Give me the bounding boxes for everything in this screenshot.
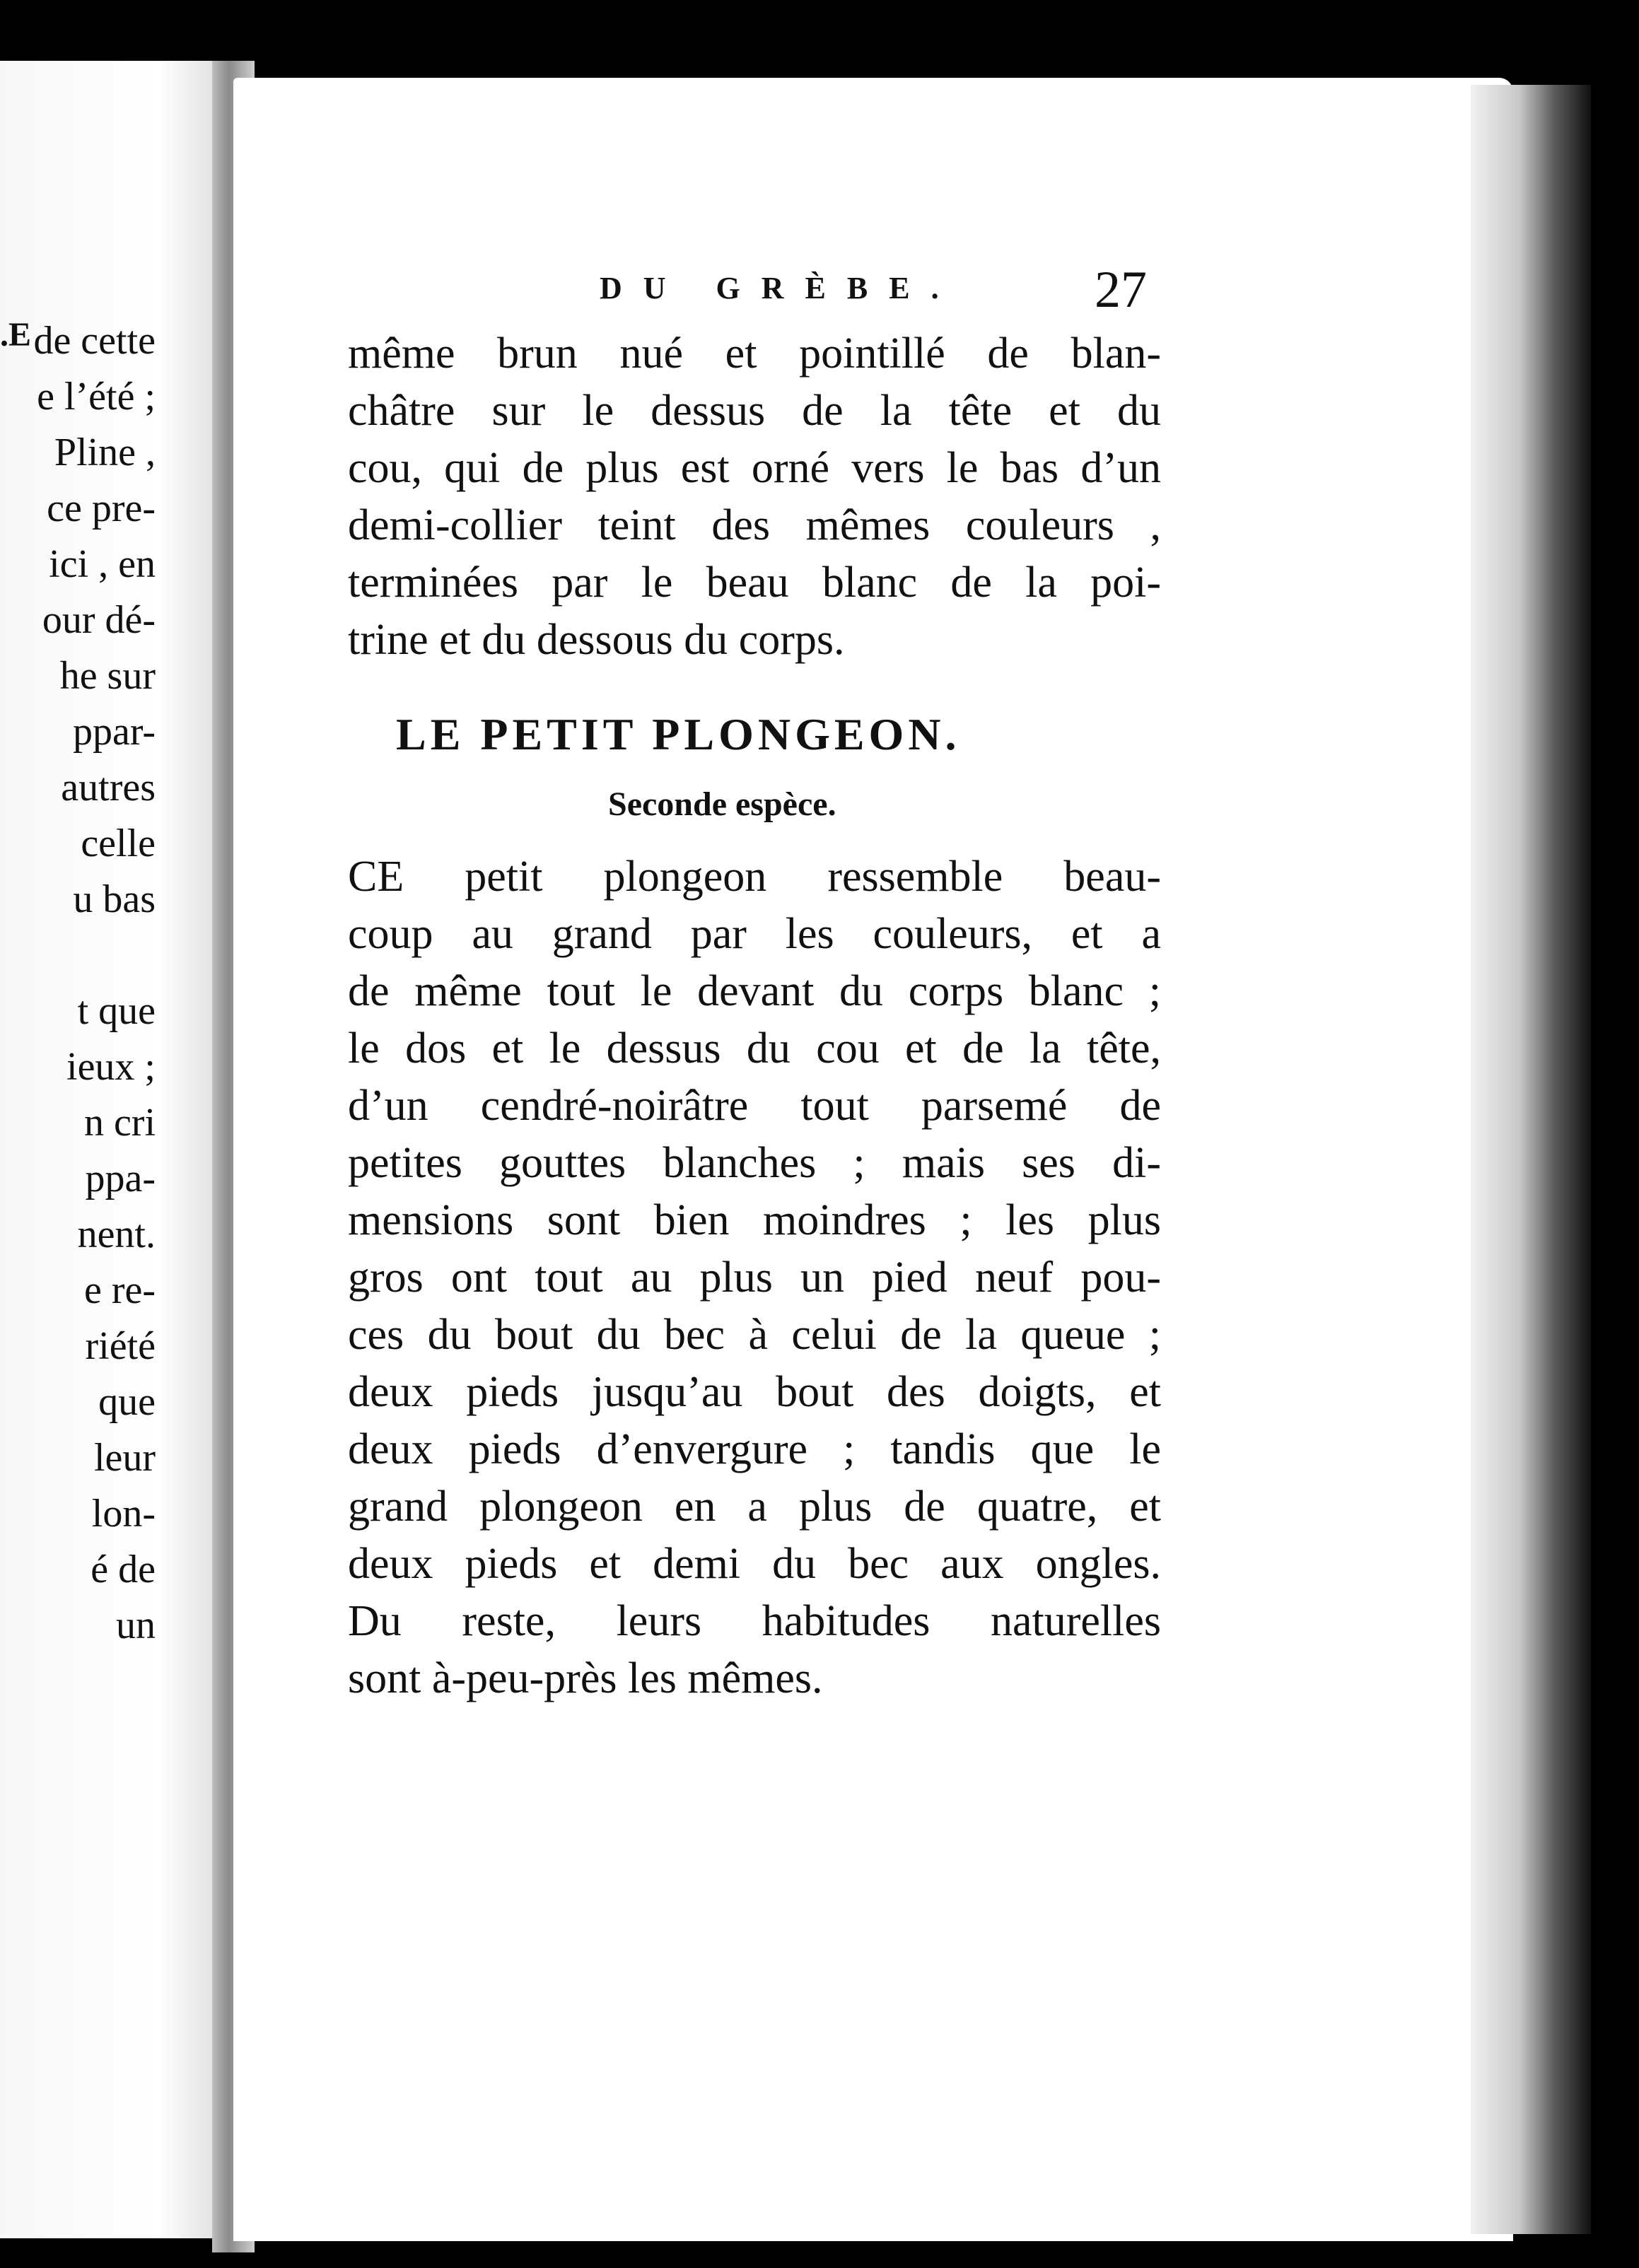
section-title: LE PETIT PLONGEON. (396, 709, 961, 759)
text-line: Du reste, leurs habitudes naturelles (348, 1597, 1161, 1645)
left-page-line: u bas (73, 877, 156, 921)
text-line: ces du bout du bec à celui de la queue ; (348, 1311, 1161, 1359)
left-page-line: t que (77, 989, 156, 1033)
left-page-line: n cri (83, 1101, 156, 1145)
text-line: sont à-peu-près les mêmes. (348, 1654, 823, 1702)
text-line: châtre sur le dessus de la tête et du (348, 387, 1161, 435)
page-edge-shadow (1471, 85, 1591, 2234)
text-line: coup au grand par les couleurs, et a (348, 910, 1161, 958)
text-line: deux pieds jusqu’au bout des doigts, et (348, 1368, 1161, 1416)
left-page-line: leur (93, 1436, 156, 1480)
left-page-line: he sur (59, 654, 156, 698)
text-line: grand plongeon en a plus de quatre, et (348, 1483, 1161, 1531)
left-page-line: que (98, 1380, 156, 1424)
left-page-line: riété (85, 1324, 156, 1368)
page-number: 27 (1095, 261, 1147, 319)
left-page (0, 61, 226, 2238)
text-line: terminées par le beau blanc de la poi- (348, 559, 1161, 607)
text-line: deux pieds et demi du bec aux ongles. (348, 1540, 1161, 1588)
left-page-line: ppar- (72, 710, 156, 754)
left-page-line: ce pre- (47, 486, 156, 530)
text-line: cou, qui de plus est orné vers le bas d’un (348, 444, 1161, 492)
left-page-line: lon- (91, 1492, 156, 1536)
left-page-line: ici , en (49, 542, 156, 586)
left-page-line: Pline , (54, 431, 156, 474)
paragraph-2 (348, 848, 1161, 1707)
left-page-line: nent. (77, 1212, 156, 1256)
text-line: de même tout le devant du corps blanc ; (348, 967, 1161, 1015)
text-line: même brun nué et pointillé de blan- (348, 329, 1161, 378)
text-line: gros ont tout au plus un pied neuf pou- (348, 1253, 1161, 1302)
text-line: deux pieds d’envergure ; tandis que le (348, 1425, 1161, 1473)
left-page-line: our dé- (42, 598, 156, 642)
left-page-line: celle (81, 822, 156, 865)
left-page-corner-text: .E (0, 316, 32, 353)
left-page-line: e l’été ; (37, 375, 156, 419)
text-line: petites gouttes blanches ; mais ses di- (348, 1139, 1161, 1187)
text-line: d’un cendré-noirâtre tout parsemé de (348, 1082, 1161, 1130)
text-line: mensions sont bien moindres ; les plus (348, 1196, 1161, 1244)
running-head: DU GRÈBE. (600, 271, 960, 305)
left-page-line: ppa- (85, 1157, 156, 1200)
text-line: le dos et le dessus du cou et de la tête, (348, 1024, 1161, 1072)
left-page-line: de cette (33, 319, 156, 363)
text-line: demi-collier teint des mêmes couleurs , (348, 501, 1161, 549)
section-subtitle: Seconde espèce. (608, 785, 836, 823)
left-page-line: un (116, 1603, 156, 1647)
left-page-line: e re- (83, 1268, 156, 1312)
paragraph-1 (348, 325, 1161, 669)
left-page-line: autres (61, 766, 156, 809)
left-page-line: é de (91, 1548, 156, 1591)
left-page-line: ieux ; (66, 1045, 156, 1089)
text-line: CE petit plongeon ressemble beau- (348, 853, 1161, 901)
text-line: trine et du dessous du corps. (348, 616, 845, 664)
